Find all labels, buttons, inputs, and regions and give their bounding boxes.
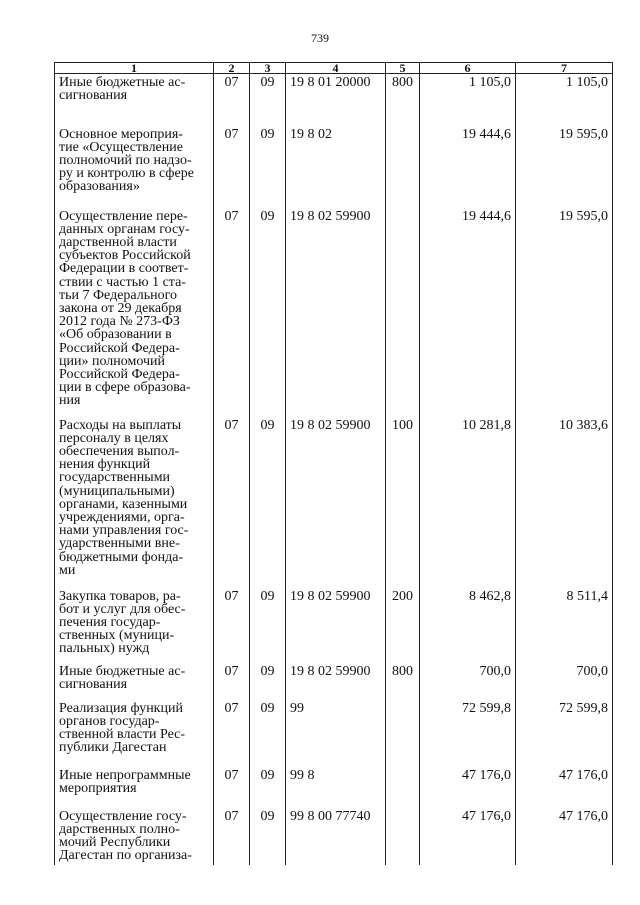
row-target-code: 19 8 01 20000	[286, 74, 386, 126]
header-row	[55, 63, 613, 74]
header-col-7: 7	[516, 63, 613, 74]
row-section: 07	[214, 808, 250, 865]
row-subsection: 09	[250, 767, 286, 808]
table-row	[55, 663, 613, 700]
row-name: Иные непрограммные мероприятия	[55, 767, 214, 808]
row-amount-2: 10 383,6	[516, 417, 613, 588]
row-subsection: 09	[250, 588, 286, 663]
row-section: 07	[214, 126, 250, 208]
table-row	[55, 808, 613, 865]
row-amount-1: 72 599,8	[420, 700, 516, 767]
row-amount-2: 72 599,8	[516, 700, 613, 767]
row-subsection: 09	[250, 700, 286, 767]
row-name: Осуществление госу- дарственных полно- мочий Республики Дагестан по организа-	[55, 808, 214, 865]
row-amount-2: 19 595,0	[516, 208, 613, 417]
row-expense-type: 200	[386, 588, 420, 663]
row-amount-1: 19 444,6	[420, 126, 516, 208]
row-target-code: 99 8	[286, 767, 386, 808]
header-col-1: 1	[55, 63, 214, 74]
row-amount-2: 47 176,0	[516, 808, 613, 865]
row-section: 07	[214, 74, 250, 126]
row-target-code: 19 8 02	[286, 126, 386, 208]
row-amount-1: 19 444,6	[420, 208, 516, 417]
row-section: 07	[214, 417, 250, 588]
header-col-3: 3	[250, 63, 286, 74]
table-row	[55, 74, 613, 126]
row-amount-2: 47 176,0	[516, 767, 613, 808]
row-name: Иные бюджетные ас- сигнования	[55, 74, 214, 126]
row-target-code: 19 8 02 59900	[286, 417, 386, 588]
row-subsection: 09	[250, 126, 286, 208]
row-amount-1: 10 281,8	[420, 417, 516, 588]
row-expense-type	[386, 126, 420, 208]
row-target-code: 19 8 02 59900	[286, 663, 386, 700]
row-expense-type: 800	[386, 74, 420, 126]
page-number: 739	[311, 31, 329, 45]
table-row	[55, 126, 613, 208]
row-subsection: 09	[250, 208, 286, 417]
row-expense-type	[386, 700, 420, 767]
row-expense-type	[386, 767, 420, 808]
row-target-code: 19 8 02 59900	[286, 588, 386, 663]
header-col-4: 4	[286, 63, 386, 74]
row-target-code: 19 8 02 59900	[286, 208, 386, 417]
row-subsection: 09	[250, 74, 286, 126]
row-name: Реализация функций органов государ- ственной власти Рес- публики Дагестан	[55, 700, 214, 767]
row-section: 07	[214, 663, 250, 700]
row-name: Осуществление пере- данных органам госу- дарственной власти субъектов Российской Федерации в соответ- ствии с частью 1 ста- тьи 7 Федерального закона от 29 декабря 2012 года № 273-ФЗ «Об образовании в Российской Федера- ции» полномочий Российской Федера- ции в сфере образова- ния	[55, 208, 214, 417]
row-name: Иные бюджетные ас- сигнования	[55, 663, 214, 700]
row-expense-type: 800	[386, 663, 420, 700]
row-section: 07	[214, 588, 250, 663]
table-row	[55, 767, 613, 808]
header-col-5: 5	[386, 63, 420, 74]
header-col-2: 2	[214, 63, 250, 74]
row-expense-type	[386, 808, 420, 865]
table-row	[55, 588, 613, 663]
header-col-6: 6	[420, 63, 516, 74]
row-name: Закупка товаров, ра- бот и услуг для обес- печения государ- ственных (муници- пальных) нужд	[55, 588, 214, 663]
row-subsection: 09	[250, 808, 286, 865]
row-amount-2: 700,0	[516, 663, 613, 700]
row-amount-2: 1 105,0	[516, 74, 613, 126]
row-amount-2: 19 595,0	[516, 126, 613, 208]
table-body	[55, 74, 613, 865]
table-row	[55, 700, 613, 767]
row-expense-type	[386, 208, 420, 417]
row-section: 07	[214, 767, 250, 808]
table-row	[55, 417, 613, 588]
row-subsection: 09	[250, 417, 286, 588]
row-amount-1: 47 176,0	[420, 767, 516, 808]
row-name: Основное мероприя- тие «Осуществление полномочий по надзо- ру и контролю в сфере образования»	[55, 126, 214, 208]
row-expense-type: 100	[386, 417, 420, 588]
row-amount-1: 700,0	[420, 663, 516, 700]
row-target-code: 99	[286, 700, 386, 767]
table-row	[55, 208, 613, 417]
row-section: 07	[214, 700, 250, 767]
row-amount-1: 47 176,0	[420, 808, 516, 865]
row-subsection: 09	[250, 663, 286, 700]
budget-table	[54, 62, 613, 865]
table-header	[55, 63, 613, 74]
row-amount-1: 1 105,0	[420, 74, 516, 126]
row-target-code: 99 8 00 77740	[286, 808, 386, 865]
row-name: Расходы на выплаты персоналу в целях обеспечения выпол- нения функций государственными (муниципальными) органами, казенными учреждениями, орга- нами управления гос- ударственными вне- бюджетными фонда- ми	[55, 417, 214, 588]
row-amount-2: 8 511,4	[516, 588, 613, 663]
row-section: 07	[214, 208, 250, 417]
row-amount-1: 8 462,8	[420, 588, 516, 663]
